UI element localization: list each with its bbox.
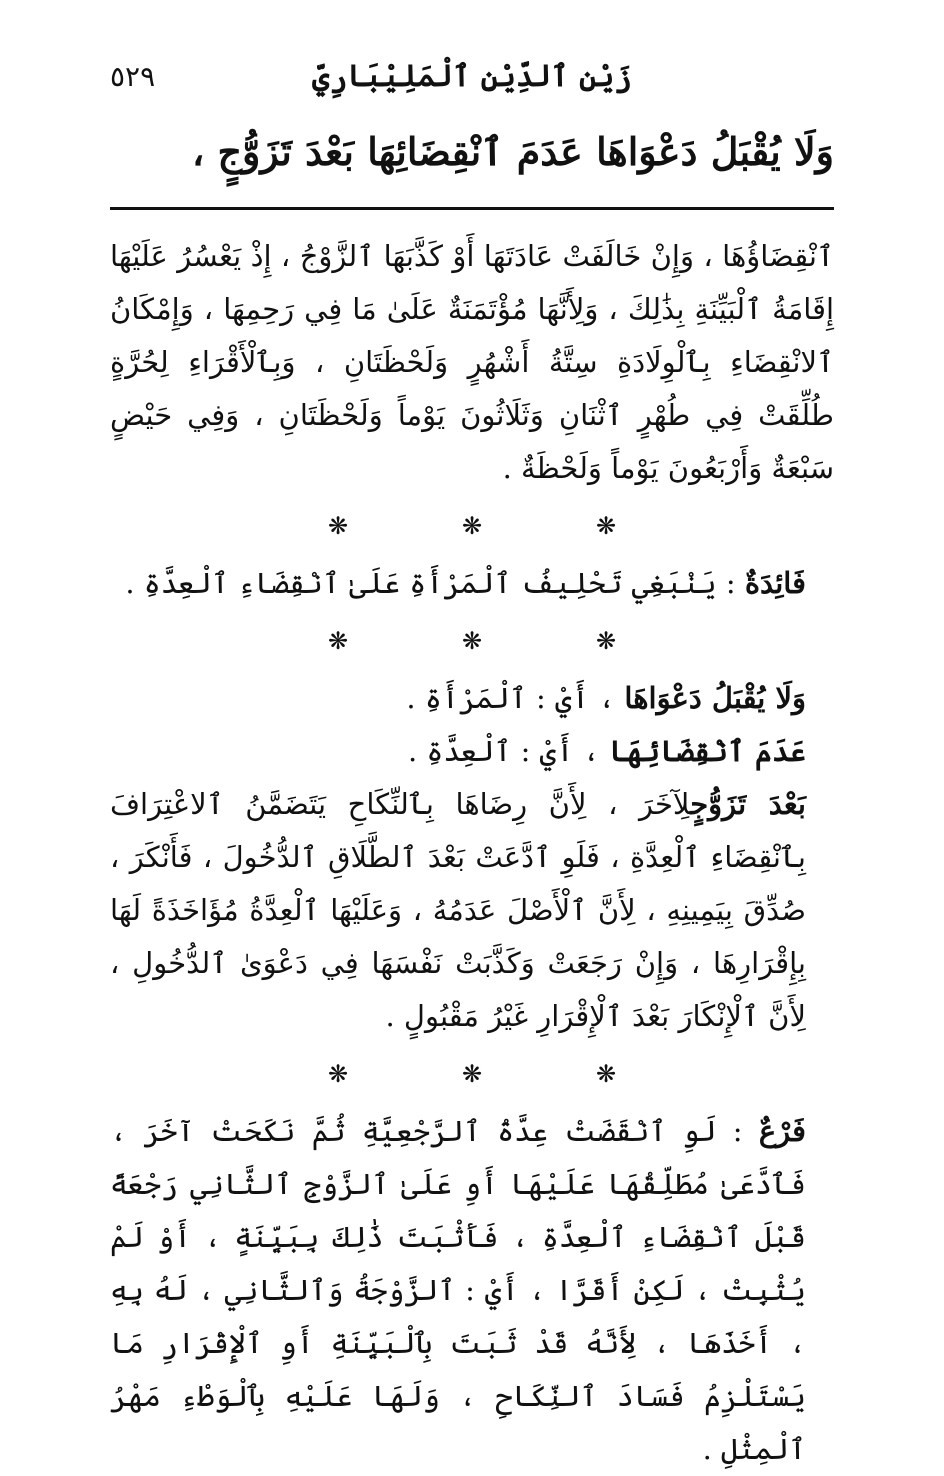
matn-text: وَلَا يُقْبَلُ دَعْوَاهَا عَدَمَ ٱنْقِضَائِهَا بَعْدَ تَزَوُّجٍ ، <box>191 129 834 174</box>
separator-stars <box>110 501 834 551</box>
star-icon: ❋ <box>461 512 483 540</box>
far-lead: فَرْعٌ <box>758 1114 806 1148</box>
gloss-1-lead: وَلَا يُقْبَلُ دَعْوَاهَا <box>624 681 806 715</box>
far-note <box>110 1105 834 1476</box>
star-icon: ❋ <box>595 512 617 540</box>
divider-rule <box>110 207 834 210</box>
gloss-1-text: ، أَيْ : ٱلْمَرْأَةِ . <box>406 681 625 715</box>
star-icon: ❋ <box>595 1060 617 1088</box>
separator-stars <box>110 1049 834 1099</box>
star-icon: ❋ <box>327 627 349 655</box>
far-text: : لَوِ ٱنْقَضَتْ عِدَّةُ ٱلرَّجْعِيَّةِ ثُمَّ نَكَحَتْ آخَرَ ، فَٱدَّعَىٰ مُطَلِّقُهَا عَلَيْهَا أَوِ عَلَىٰ ٱلزَّوْجِ ٱلثَّانِي رَجْعَةً قَبْلَ ٱنْقِضَاءِ ٱلْعِدَّةِ ، فَأَثْبَتَ ذَٰلِكَ بِبَيِّنَةٍ ، أَوْ لَمْ يُثْبِتْ ، لَكِنْ أَقَرَّا ، أَيْ : ٱلزَّوْجَةُ وَٱلثَّانِي ، لَهُ بِهِ ، أَخَذَهَا ، لِأَنَّهُ قَدْ ثَبَتَ بِٱلْبَيِّنَةِ أَوِ ٱلْإِقْرَارِ مَا يَسْتَلْزِمُ فَسَادَ ٱلنِّكَاحِ ، وَلَهَا عَلَيْهِ بِٱلْوَطْءِ مَهْرُ ٱلْمِثْلِ . <box>110 1114 806 1466</box>
star-icon: ❋ <box>327 512 349 540</box>
gloss-3-text: لِآخَرَ ، لِأَنَّ رِضَاهَا بِٱلنِّكَاحِ يَتَضَمَّنُ ٱلاعْتِرَافَ بِٱنْقِضَاءِ ٱلْعِدَّةِ ، فَلَوِ ٱدَّعَتْ بَعْدَ ٱلطَّلَاقِ ٱلدُّخُولَ ، فَأَنْكَرَ ، صُدِّقَ بِيَمِينِهِ ، لِأَنَّ ٱلْأَصْلَ عَدَمُهُ ، وَعَلَيْهَا ٱلْعِدَّةُ مُؤَاخَذَةً لَهَا بِإِقْرَارِهَا ، وَإِنْ رَجَعَتْ وَكَذَّبَتْ نَفْسَهَا فِي دَعْوَىٰ ٱلدُّخُولِ ، لِأَنَّ ٱلْإِنْكَارَ بَعْدَ ٱلْإِقْرَارِ غَيْرُ مَقْبُولٍ . <box>110 787 807 1033</box>
gloss-3 <box>110 778 834 1043</box>
faida-note <box>110 557 834 610</box>
star-icon: ❋ <box>461 1060 483 1088</box>
gloss-3-lead: بَعْدَ تَزَوُّجٍ <box>690 787 806 821</box>
star-icon: ❋ <box>595 627 617 655</box>
gloss-1 <box>110 672 834 725</box>
paragraph-1: ٱنْقِضَاؤُهَا ، وَإِنْ خَالَفَتْ عَادَتَهَا أَوْ كَذَّبَهَا ٱلزَّوْجُ ، إِذْ يَعْسُرُ عَلَيْهَا إِقَامَةُ ٱلْبَيِّنَةِ بِذَٰلِكَ ، وَلِأَنَّهَا مُؤْتَمَنَةٌ عَلَىٰ مَا فِي رَحِمِهَا ، وَإِمْكَانُ ٱلانْقِضَاءِ بِٱلْوِلَادَةِ سِتَّةُ أَشْهُرٍ وَلَحْظَتَانِ ، وَبِٱلْأَقْرَاءِ لِحُرَّةٍ طُلِّقَتْ فِي طُهْرٍ ٱثْنَانِ وَثَلَاثُونَ يَوْماً وَلَحْظَتَانِ ، وَفِي حَيْضٍ سَبْعَةٌ وَأَرْبَعُونَ يَوْماً وَلَحْظَةٌ . <box>110 239 834 485</box>
faida-lead: فَائِدَةٌ <box>744 566 806 600</box>
star-icon: ❋ <box>327 1060 349 1088</box>
gloss-2-text: ، أَيْ : ٱلْعِدَّةِ . <box>407 734 609 768</box>
running-header <box>110 52 834 102</box>
separator-stars <box>110 616 834 666</box>
faida-text: : يَنْبَغِي تَحْلِيفُ ٱلْمَرْأَةِ عَلَىٰ ٱنْقِضَاءِ ٱلْعِدَّةِ . <box>125 566 745 600</box>
header-title: زَيْن ٱلدِّيْنِ ٱلْمَلِيْبَارِيّ <box>312 59 632 94</box>
gloss-2 <box>110 725 834 778</box>
commentary-body <box>110 230 834 1476</box>
page-number: ٥٢٩ <box>110 60 156 93</box>
gloss-2-lead: عَدَمَ ٱنْقِضَائِهَا <box>608 734 806 768</box>
star-icon: ❋ <box>461 627 483 655</box>
